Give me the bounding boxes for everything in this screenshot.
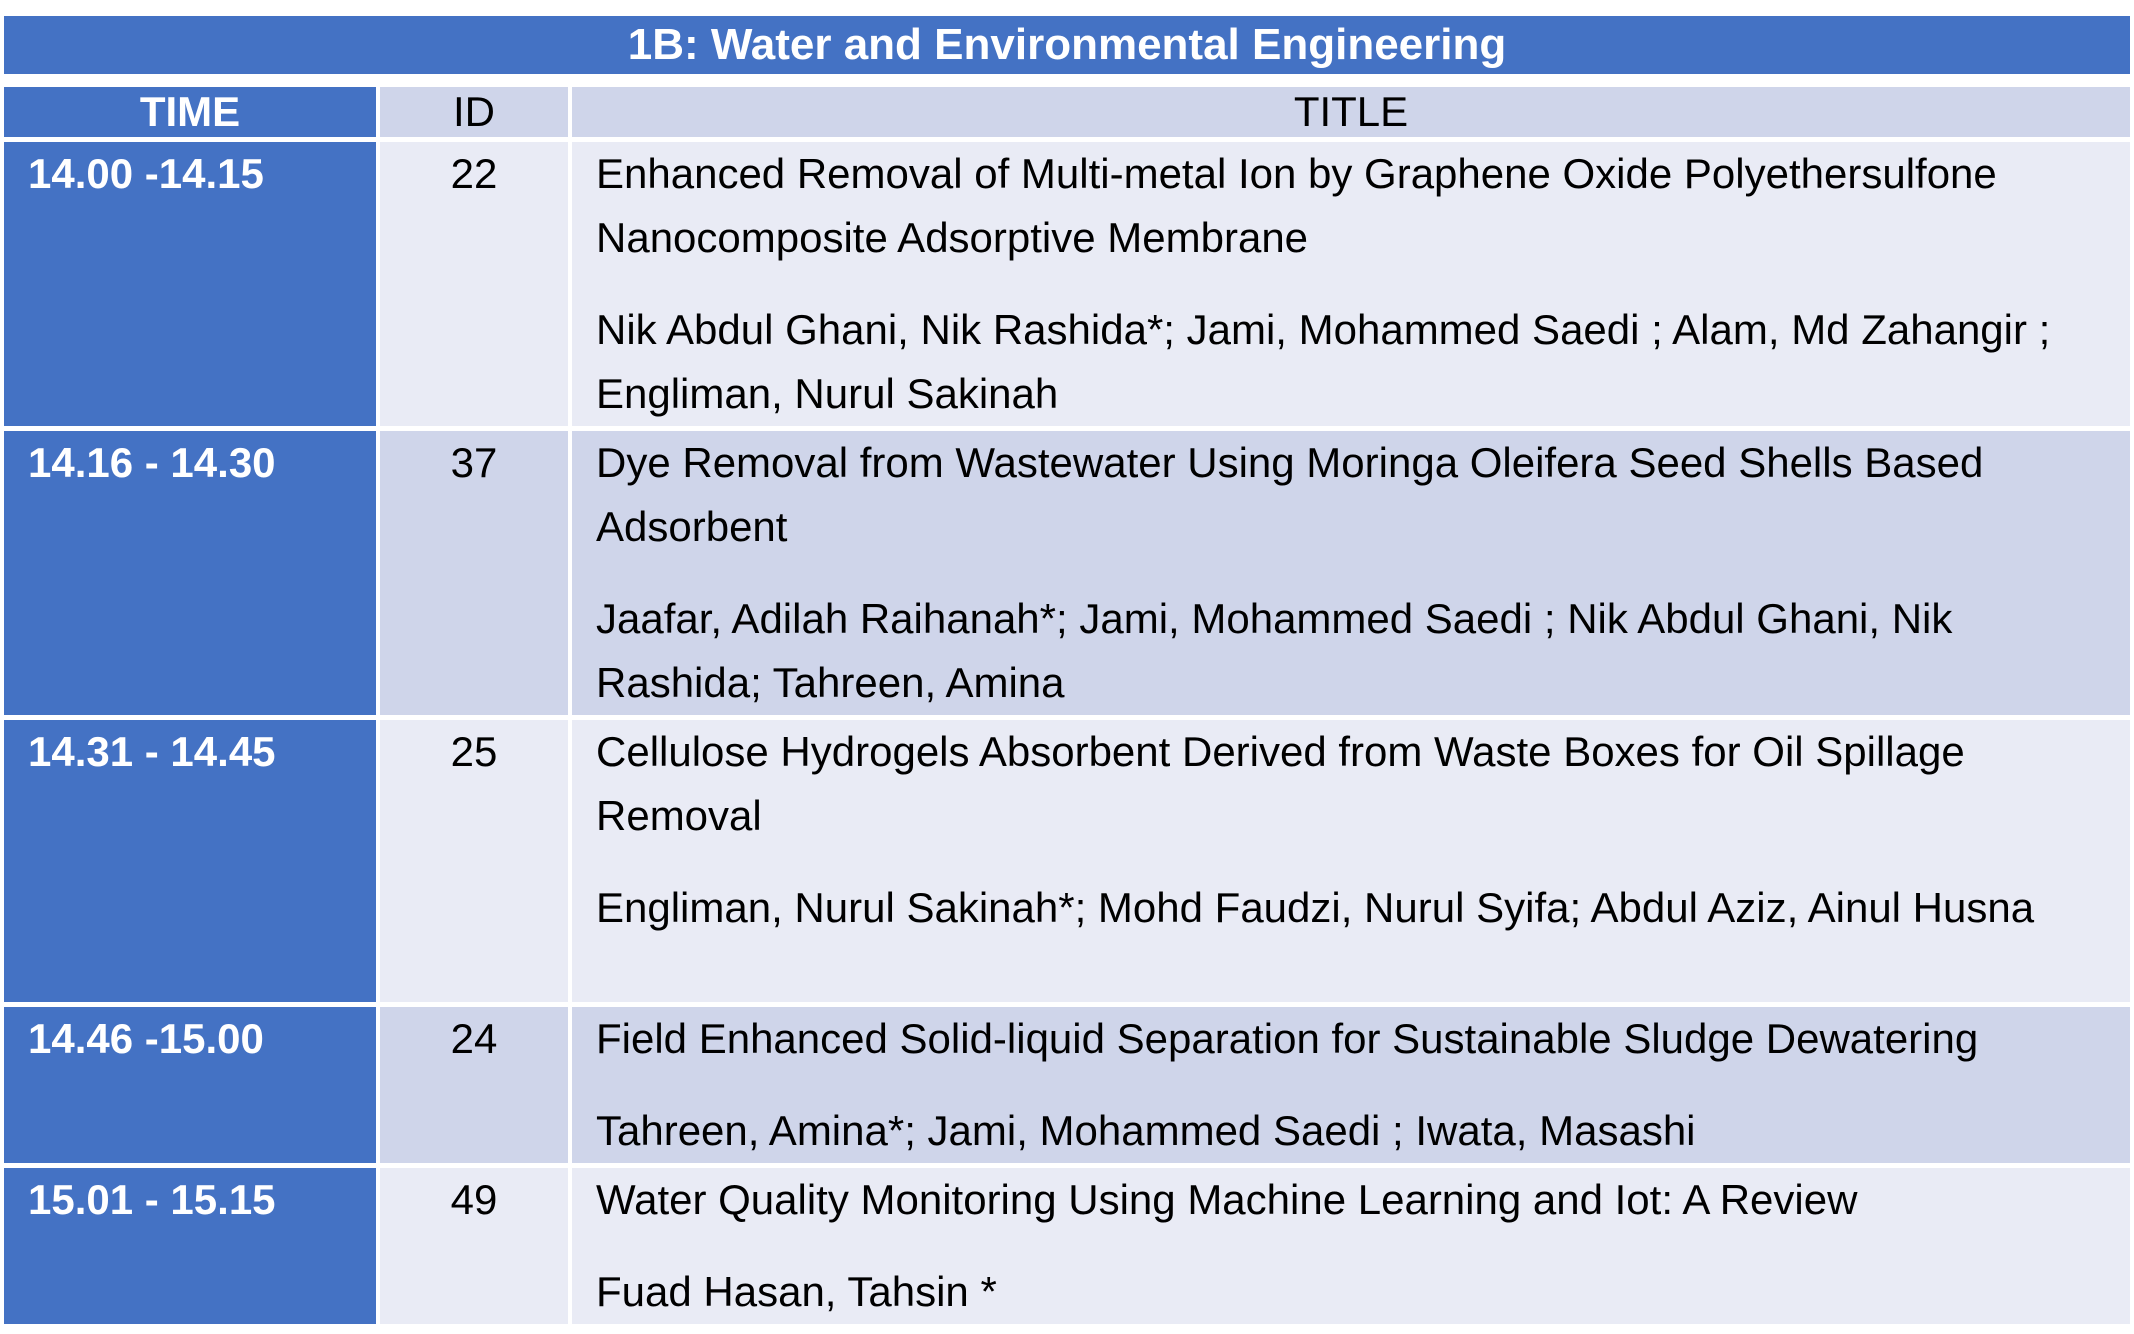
schedule-sheet (4, 16, 2130, 1329)
table-row (4, 1007, 2130, 1163)
id-cell: 24 (380, 1007, 568, 1163)
paper-title: Enhanced Removal of Multi-metal Ion by Graphene Oxide Polyethersulfone Nanocomposite Adsorptive Membrane (596, 150, 1997, 261)
table-row (4, 431, 2130, 715)
session-title: 1B: Water and Environmental Engineering (4, 16, 2130, 74)
paper-title: Cellulose Hydrogels Absorbent Derived from Waste Boxes for Oil Spillage Removal (596, 728, 1965, 839)
paper-authors: Tahreen, Amina*; Jami, Mohammed Saedi ; Iwata, Masashi (596, 1107, 1696, 1154)
paper-authors: Jaafar, Adilah Raihanah*; Jami, Mohammed Saedi ; Nik Abdul Ghani, Nik Rashida; Tahreen, Amina (596, 595, 1953, 706)
paper-title: Water Quality Monitoring Using Machine Learning and Iot: A Review (596, 1176, 1858, 1223)
time-cell: 14.00 -14.15 (4, 142, 376, 426)
paper-authors: Nik Abdul Ghani, Nik Rashida*; Jami, Mohammed Saedi ; Alam, Md Zahangir ; Engliman, Nurul Sakinah (596, 306, 2051, 417)
id-cell: 22 (380, 142, 568, 426)
time-cell: 14.31 - 14.45 (4, 720, 376, 1002)
header-time: TIME (4, 87, 376, 137)
title-cell (572, 720, 2130, 1002)
id-cell: 49 (380, 1168, 568, 1324)
paper-authors: Engliman, Nurul Sakinah*; Mohd Faudzi, Nurul Syifa; Abdul Aziz, Ainul Husna (596, 884, 2035, 931)
header-id: ID (380, 87, 568, 137)
title-cell (572, 1168, 2130, 1324)
paper-title: Dye Removal from Wastewater Using Moringa Oleifera Seed Shells Based Adsorbent (596, 439, 1984, 550)
header-row (4, 87, 2130, 137)
table-row (4, 720, 2130, 1002)
table-row (4, 142, 2130, 426)
header-title: TITLE (572, 87, 2130, 137)
paper-authors: Fuad Hasan, Tahsin * (596, 1268, 997, 1315)
id-cell: 25 (380, 720, 568, 1002)
time-cell: 14.46 -15.00 (4, 1007, 376, 1163)
title-cell (572, 431, 2130, 715)
table-row (4, 1168, 2130, 1324)
time-cell: 14.16 - 14.30 (4, 431, 376, 715)
schedule-table (0, 82, 2134, 1329)
time-cell: 15.01 - 15.15 (4, 1168, 376, 1324)
id-cell: 37 (380, 431, 568, 715)
title-cell (572, 142, 2130, 426)
title-cell (572, 1007, 2130, 1163)
paper-title: Field Enhanced Solid-liquid Separation for Sustainable Sludge Dewatering (596, 1015, 1979, 1062)
